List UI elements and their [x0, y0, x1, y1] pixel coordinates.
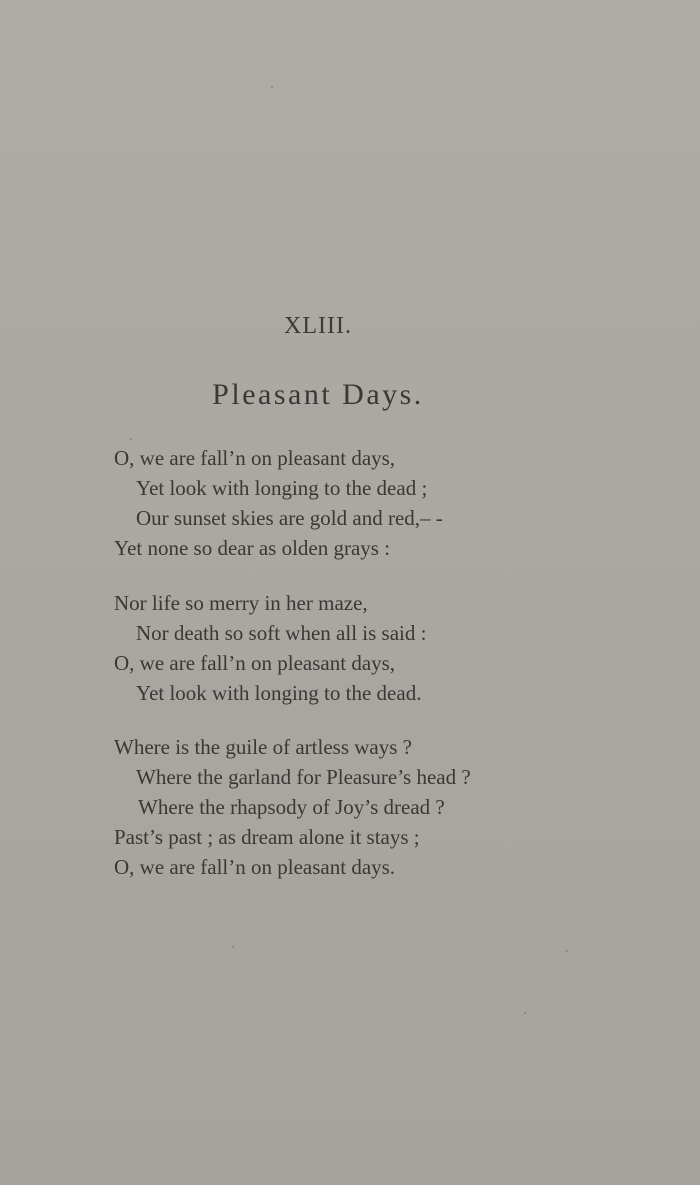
paper-speck — [130, 438, 132, 440]
poem-line: Yet look with longing to the dead. — [136, 681, 422, 705]
poem-line: Nor death so soft when all is said : — [136, 621, 427, 645]
paper-speck — [232, 946, 234, 948]
paper-speck — [271, 86, 273, 88]
poem-line: Where the garland for Pleasure’s head ? — [136, 765, 471, 789]
poem-line: Yet none so dear as olden grays : — [114, 536, 391, 560]
poem-line: O, we are fall’n on pleasant days, — [114, 446, 396, 470]
poem-line: O, we are fall’n on pleasant days. — [114, 855, 396, 879]
poem-line: Past’s past ; as dream alone it stays ; — [114, 825, 420, 849]
paper-speck — [524, 1012, 526, 1014]
paper-speck — [566, 950, 568, 952]
poem-line: Where the rhapsody of Joy’s dread ? — [138, 795, 445, 819]
poem-line: Nor life so merry in her maze, — [114, 591, 368, 615]
poem-line: Where is the guile of artless ways ? — [114, 735, 412, 759]
poem-line: Our sunset skies are gold and red,– - — [136, 506, 443, 530]
poem-line: O, we are fall’n on pleasant days, — [114, 651, 396, 675]
poem-line: Yet look with longing to the dead ; — [136, 476, 428, 500]
poem-number: XLIII. — [284, 313, 352, 339]
poem-title: Pleasant Days. — [212, 378, 424, 411]
